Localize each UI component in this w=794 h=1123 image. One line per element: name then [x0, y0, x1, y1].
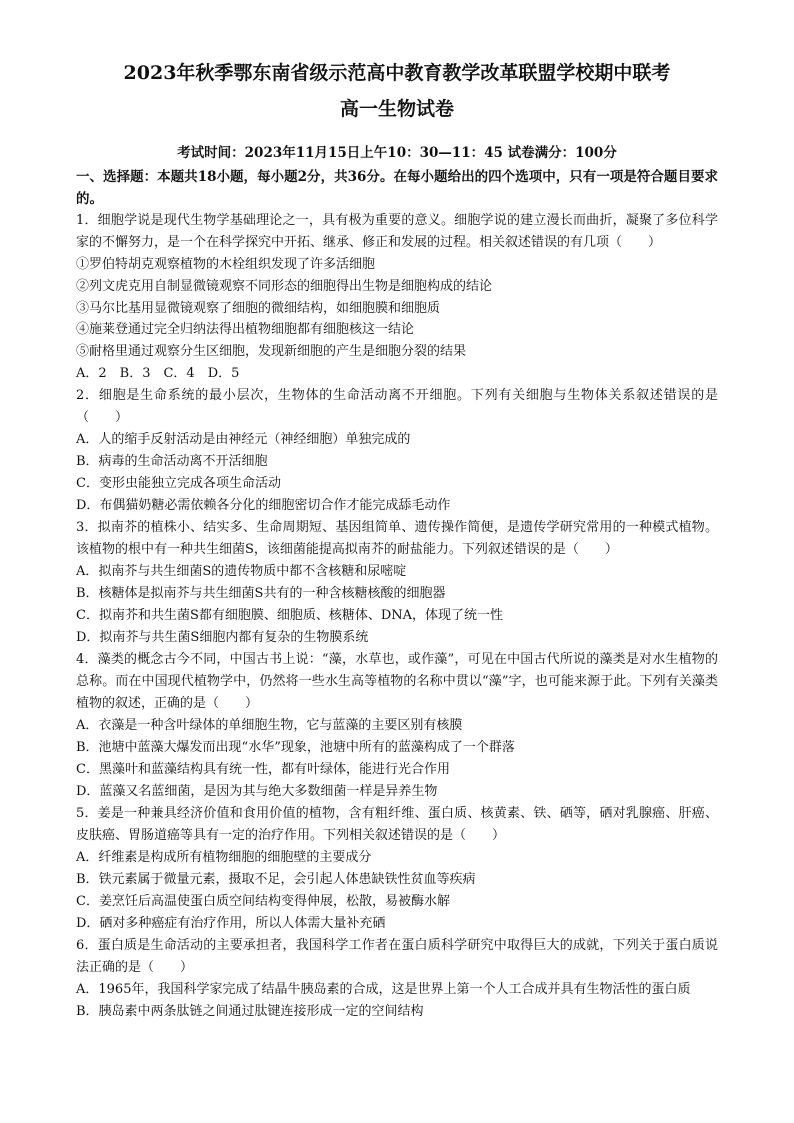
- exam-info: 考试时间：2023年11月15日上午10：30—11：45 试卷满分：100分: [177, 145, 617, 161]
- answer-option: B．病毒的生命活动离不开活细胞: [76, 453, 268, 469]
- question-stem: 4．藻类的概念古今不同，中国古书上说：“藻，水草也，或作藻”，可见在中国古代所说的藻类是对水生植物的总称。而在中国现代植物学中，仍然将一些水生高等植物的名称中贯以“藻”字，也可能来源于此。下列有关藻类植物的叙述，正确的是（ ）: [76, 651, 718, 711]
- answer-option: C．变形虫能独立完成各项生命活动: [76, 475, 281, 491]
- exam-title: 2023年秋季鄂东南省级示范高中教育教学改革联盟学校期中联考: [123, 62, 671, 84]
- answer-option: A．拟南芥与共生细菌S的遗传物质中都不含核糖和尿嘧啶: [76, 563, 407, 579]
- question-5: [76, 803, 718, 935]
- answer-option: A．衣藻是一种含叶绿体的单细胞生物，它与蓝藻的主要区别有核膜: [76, 717, 463, 733]
- question-3: [76, 517, 718, 649]
- answer-option: A．纤维素是构成所有植物细胞的细胞壁的主要成分: [76, 849, 372, 865]
- section-heading: 一、选择题：本题共18小题，每小题2分，共36分。在每小题给出的四个选项中，只有一项是符合题目要求的。: [76, 169, 718, 207]
- statement-item: ②列文虎克用自制显微镜观察不同形态的细胞得出生物是细胞构成的结论: [76, 278, 493, 294]
- answer-option: D．硒对多种癌症有治疗作用，所以人体需大量补充硒: [76, 915, 386, 931]
- answer-option: A．人的缩手反射活动是由神经元（神经细胞）单独完成的: [76, 431, 411, 447]
- statement-item: ④施莱登通过完全归纳法得出植物细胞都有细胞核这一结论: [76, 322, 415, 338]
- answer-option: B．核糖体是拟南芥与共生细菌S共有的一种含核糖核酸的细胞器: [76, 585, 446, 601]
- answer-option: D．蓝藻又名蓝细菌，是因为其与绝大多数细菌一样是异养生物: [76, 783, 438, 799]
- statement-item: ①罗伯特胡克观察植物的木栓组织发现了许多活细胞: [76, 257, 376, 272]
- answer-option: B．胰岛素中两条肽链之间通过肽键连接形成一定的空间结构: [76, 1003, 424, 1019]
- answer-option: B．池塘中蓝藻大爆发而出现“水华”现象，池塘中所有的蓝藻构成了一个群落: [76, 739, 515, 755]
- answer-option: A．1965年，我国科学家完成了结晶牛胰岛素的合成，这是世界上第一个人工合成并具有生物活性的蛋白质: [76, 981, 691, 997]
- question-stem: 6．蛋白质是生命活动的主要承担者，我国科学工作者在蛋白质科学研究中取得巨大的成就，下列关于蛋白质说法正确的是（ ）: [76, 937, 718, 975]
- question-4: [76, 649, 718, 803]
- answer-option: D．布偶猫奶糖必需依赖各分化的细胞密切合作才能完成舔毛动作: [76, 497, 451, 513]
- answer-option: C．拟南芥和共生菌S都有细胞膜、细胞质、核糖体、DNA，体现了统一性: [76, 607, 504, 623]
- statement-item: ⑤耐格里通过观察分生区细胞，发现新细胞的产生是细胞分裂的结果: [76, 344, 467, 360]
- question-stem: 3．拟南芥的植株小、结实多、生命周期短、基因组简单、遗传操作简便，是遗传学研究常用的一种模式植物。该植物的根中有一种共生细菌S，该细菌能提高拟南芥的耐盐能力。下列叙述错误的是（ ）: [76, 519, 718, 557]
- exam-subtitle: 高一生物试卷: [339, 98, 454, 120]
- question-list: [76, 210, 718, 1023]
- answer-option: A．2 B．3 C．4 D．5: [76, 365, 240, 381]
- question-stem: 2．细胞是生命系统的最小层次，生物体的生命活动离不开细胞。下列有关细胞与生物体关系叙述错误的是（ ）: [76, 387, 718, 425]
- answer-option: B．铁元素属于微量元素，摄取不足，会引起人体患缺铁性贫血等疾病: [76, 871, 476, 887]
- question-2: [76, 385, 718, 517]
- question-stem: 5．姜是一种兼具经济价值和食用价值的植物，含有粗纤维、蛋白质、核黄素、铁、硒等，硒对乳腺癌、肝癌、皮肤癌、胃肠道癌等具有一定的治疗作用。下列相关叙述错误的是（ ）: [76, 805, 718, 843]
- answer-option: C．姜烹饪后高温使蛋白质空间结构变得伸展，松散，易被酶水解: [76, 893, 450, 909]
- answer-option: D．拟南芥与共生菌S细胞内都有复杂的生物膜系统: [76, 629, 369, 645]
- question-stem: 1．细胞学说是现代生物学基础理论之一，具有极为重要的意义。细胞学说的建立漫长而曲折，凝聚了多位科学家的不懈努力，是一个在科学探究中开拓、继承、修正和发展的过程。相关叙述错误的有几项（ ）: [76, 213, 718, 250]
- answer-option: C．黑藻叶和蓝藻结构具有统一性，都有叶绿体，能进行光合作用: [76, 761, 450, 777]
- statement-item: ③马尔比基用显微镜观察了细胞的微细结构，如细胞膜和细胞质: [76, 300, 441, 316]
- question-6: [76, 935, 718, 1023]
- question-1: [76, 210, 718, 385]
